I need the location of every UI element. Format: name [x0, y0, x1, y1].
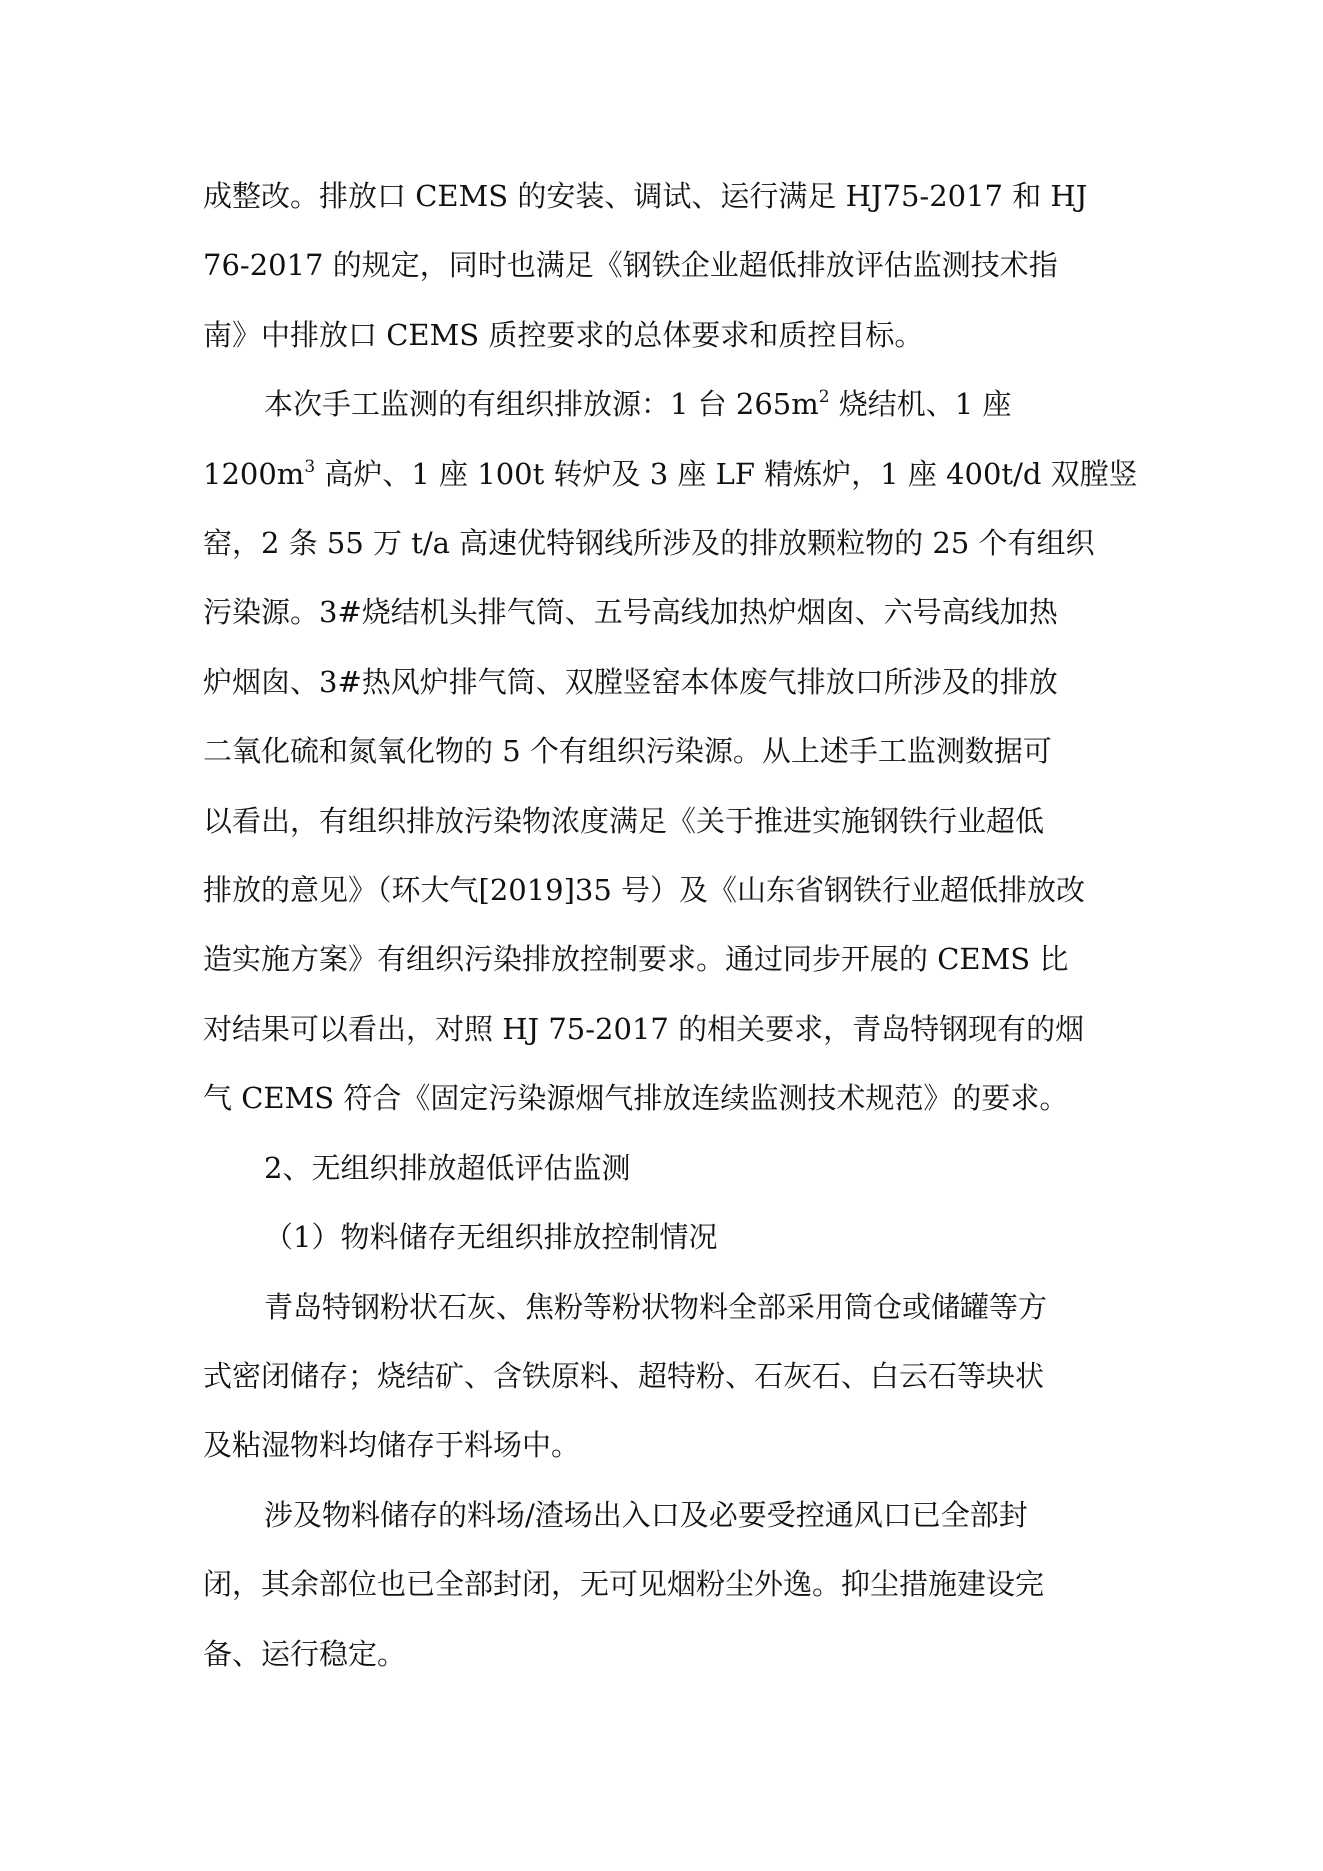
text-segment: 烧结机、1 座	[829, 387, 1012, 422]
document-page	[203, 162, 1138, 1689]
paragraph-material-storage	[203, 1273, 1123, 1481]
subsection-heading: （1）物料储存无组织排放控制情况	[264, 1220, 718, 1255]
paragraph-enclosure	[203, 1481, 1123, 1689]
text-line	[203, 440, 1138, 509]
text-line: 污染源。3#烧结机头排气筒、五号高线加热炉烟囱、六号高线加热	[203, 595, 1058, 630]
text-line: 气 CEMS 符合《固定污染源烟气排放连续监测技术规范》的要求。	[203, 1081, 1069, 1116]
text-line: 以看出，有组织排放污染物浓度满足《关于推进实施钢铁行业超低	[203, 803, 1045, 838]
text-line	[203, 370, 1123, 439]
text-segment: 本次手工监测的有组织排放源：1 台 265m	[264, 387, 819, 422]
text-line: 青岛特钢粉状石灰、焦粉等粉状物料全部采用筒仓或储罐等方	[264, 1289, 1048, 1324]
text-line: 式密闭储存；烧结矿、含铁原料、超特粉、石灰石、白云石等块状	[203, 1358, 1045, 1393]
text-line: 南》中排放口 CEMS 质控要求的总体要求和质控目标。	[203, 317, 924, 352]
paragraph-manual-monitoring	[203, 370, 1138, 1133]
text-line: 及粘湿物料均储存于料场中。	[203, 1428, 581, 1463]
text-line: 排放的意见》（环大气[2019]35 号）及《山东省钢铁行业超低排放改	[203, 873, 1086, 908]
text-line: 涉及物料储存的料场/渣场出入口及必要受控通风口已全部封	[264, 1497, 1028, 1532]
text-line: 二氧化硫和氮氧化物的 5 个有组织污染源。从上述手工监测数据可	[203, 734, 1052, 769]
superscript: 3	[304, 456, 316, 477]
text-line: 闭，其余部位也已全部封闭，无可见烟粉尘外逸。抑尘措施建设完	[203, 1567, 1045, 1602]
text-line: 备、运行稳定。	[203, 1636, 407, 1671]
text-line: 成整改。排放口 CEMS 的安装、调试、运行满足 HJ75-2017 和 HJ	[203, 179, 1088, 213]
text-line: 造实施方案》有组织污染排放控制要求。通过同步开展的 CEMS 比	[203, 942, 1069, 977]
paragraph-cems-compliance	[203, 162, 1123, 370]
text-segment: 高炉、1 座 100t 转炉及 3 座 LF 精炼炉，1 座 400t/d 双膛竖	[315, 456, 1138, 491]
text-line: 对结果可以看出，对照 HJ 75-2017 的相关要求，青岛特钢现有的烟	[203, 1011, 1085, 1046]
superscript: 2	[818, 387, 830, 408]
section-heading: 2、无组织排放超低评估监测	[264, 1150, 631, 1185]
text-line: 窑，2 条 55 万 t/a 高速优特钢线所涉及的排放颗粒物的 25 个有组织	[203, 526, 1095, 561]
text-line: 76-2017 的规定，同时也满足《钢铁企业超低排放评估监测技术指	[203, 248, 1058, 283]
text-line: 炉烟囱、3#热风炉排气筒、双膛竖窑本体废气排放口所涉及的排放	[203, 664, 1058, 699]
text-segment: 1200m	[203, 456, 305, 491]
